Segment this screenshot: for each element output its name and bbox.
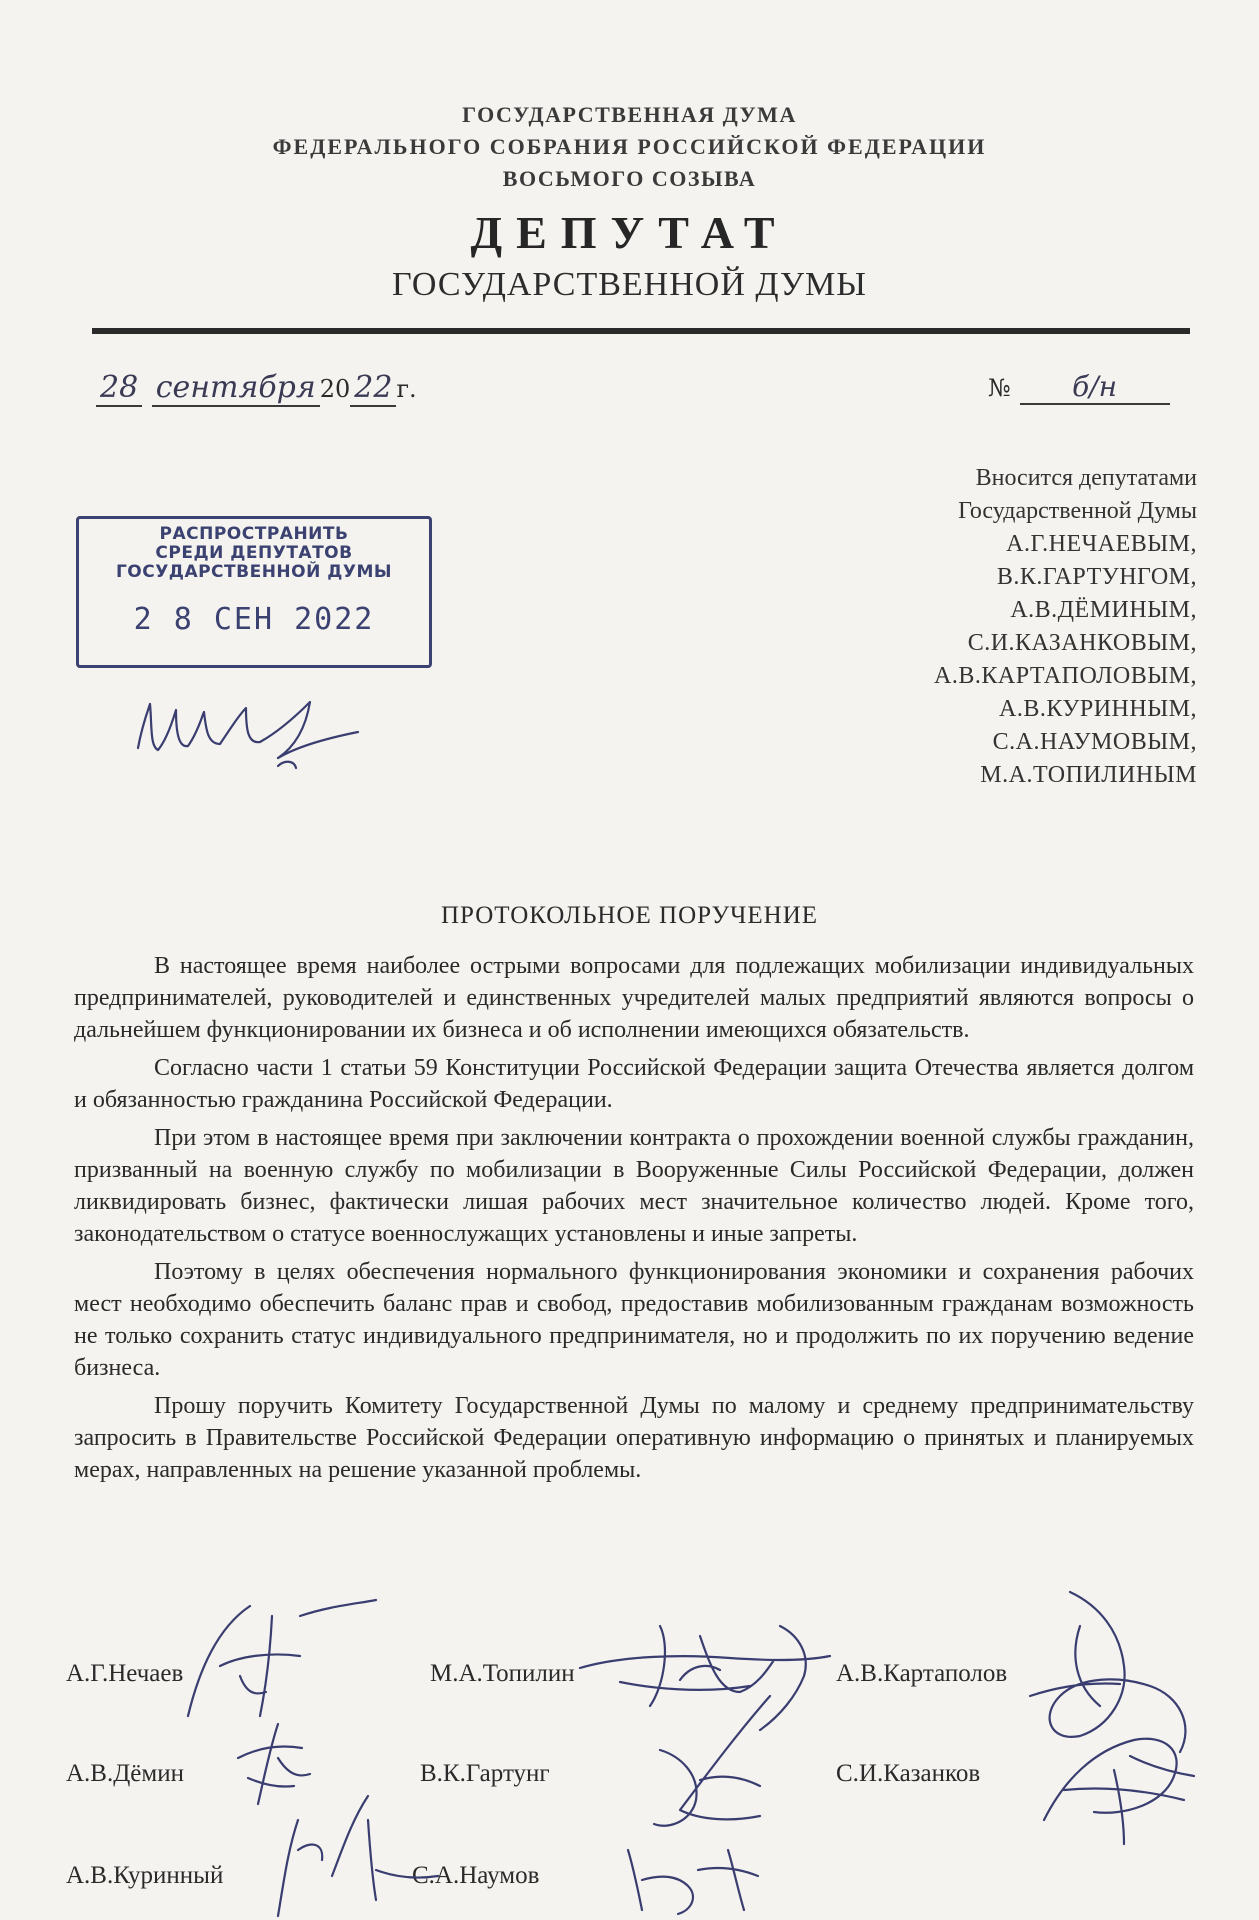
letterhead-divider	[92, 328, 1190, 334]
signatory-name: С.А.Наумов	[412, 1862, 540, 1889]
date-year-prefix: 20	[319, 375, 351, 403]
sponsors-intro-line1: Вносится депутатами	[975, 465, 1197, 491]
signatory-name: А.Г.Нечаев	[66, 1660, 184, 1687]
letterhead-org-line3: ВОСЬМОГО СОЗЫВА	[502, 166, 757, 191]
number-label: №	[988, 374, 1011, 402]
body-paragraph: Поэтому в целях обеспечения нормального функционирования экономики и сохранения рабочих мест необходимо обеспечить баланс прав и свобод, предоставив мобилизованным гражданам возможность не только сохранить статус индивидуального предпринимателя, но и продолжить по их поручению ведение бизнеса.	[74, 1259, 1194, 1381]
signatory-name: С.И.Казанков	[836, 1760, 981, 1787]
signatory-name: В.К.Гартунг	[420, 1760, 550, 1787]
body-paragraph: В настоящее время наиболее острыми вопросами для подлежащих мобилизации индивидуальных предпринимателей, руководителей и единственных учредителей малых предприятий являются вопросы о дальнейшем функционировании их бизнеса и об исполнении имеющихся обязательств.	[74, 953, 1194, 1043]
sponsor-name: С.И.КАЗАНКОВЫМ,	[967, 630, 1197, 656]
signature-kazankov	[1024, 1720, 1194, 1850]
document-body	[74, 950, 1194, 1492]
letterhead-subtitle: ГОСУДАРСТВЕННОЙ ДУМЫ	[392, 266, 867, 303]
signatory-name: М.А.Топилин	[430, 1660, 575, 1687]
date-month: сентября	[152, 370, 320, 407]
body-paragraph: Прошу поручить Комитету Государственной Думы по малому и среднему предпринимательству запросить в Правительстве Российской Федерации оперативную информацию о принятых и планируемых мерах, направленных на решение указанной проблемы.	[74, 1393, 1194, 1483]
letterhead-org-line2: ФЕДЕРАЛЬНОГО СОБРАНИЯ РОССИЙСКОЙ ФЕДЕРАЦИИ	[272, 134, 987, 159]
sponsor-name: А.В.ДЁМИНЫМ,	[1010, 597, 1197, 623]
distribution-stamp	[76, 516, 432, 668]
number-value: б/н	[1020, 370, 1170, 405]
letterhead-org-line1: ГОСУДАРСТВЕННАЯ ДУМА	[462, 102, 797, 127]
signatory-name: А.В.Картаполов	[836, 1660, 1008, 1687]
body-paragraph: При этом в настоящее время при заключении контракта о прохождении военной службы гражданин, призванный на военную службу по мобилизации в Вооруженные Силы Российской Федерации, должен ликвидировать бизнес, фактически лишая рабочих мест значительное количество людей. Кроме того, законодательством о статусе военнослужащих установлены и иные запреты.	[74, 1125, 1194, 1247]
sponsor-name: В.К.ГАРТУНГОМ,	[996, 564, 1197, 590]
body-paragraph: Согласно части 1 статьи 59 Конституции Российской Федерации защита Отечества является долгом и обязанностью гражданина Российской Федерации.	[74, 1055, 1194, 1113]
sponsor-name: А.В.КУРИННЫМ,	[999, 696, 1197, 722]
signature-naumov	[618, 1810, 788, 1920]
signatory-name: А.В.Дёмин	[66, 1760, 184, 1787]
sponsor-name: А.В.КАРТАПОЛОВЫМ,	[934, 663, 1197, 689]
document-date	[96, 370, 417, 405]
letterhead-title: ДЕПУТАТ	[470, 207, 789, 258]
stamp-line2: СРЕДИ ДЕПУТАТОВ	[155, 543, 353, 563]
document-number	[988, 370, 1170, 405]
sponsor-name: С.А.НАУМОВЫМ,	[992, 729, 1197, 755]
stamp-date: 2 8 СЕН 2022	[133, 602, 375, 637]
signature-nechaev	[180, 1596, 380, 1726]
stamp-line3: ГОСУДАРСТВЕННОЙ ДУМЫ	[115, 562, 393, 582]
stamp-initials-signature	[128, 686, 368, 776]
date-year-suffix: 22	[350, 370, 396, 407]
signatory-name: А.В.Куринный	[66, 1862, 224, 1889]
sponsors-intro-line2: Государственной Думы	[958, 498, 1197, 524]
sponsor-name: М.А.ТОПИЛИНЫМ	[980, 762, 1197, 788]
sponsors-block	[934, 462, 1197, 792]
signature-kurinny	[272, 1780, 442, 1920]
date-year-mark: г.	[396, 375, 417, 403]
sponsor-name: А.Г.НЕЧАЕВЫМ,	[1006, 531, 1197, 557]
date-day: 28	[96, 370, 142, 407]
document-title: ПРОТОКОЛЬНОЕ ПОРУЧЕНИЕ	[440, 902, 819, 929]
stamp-line1: РАСПРОСТРАНИТЬ	[159, 524, 349, 544]
